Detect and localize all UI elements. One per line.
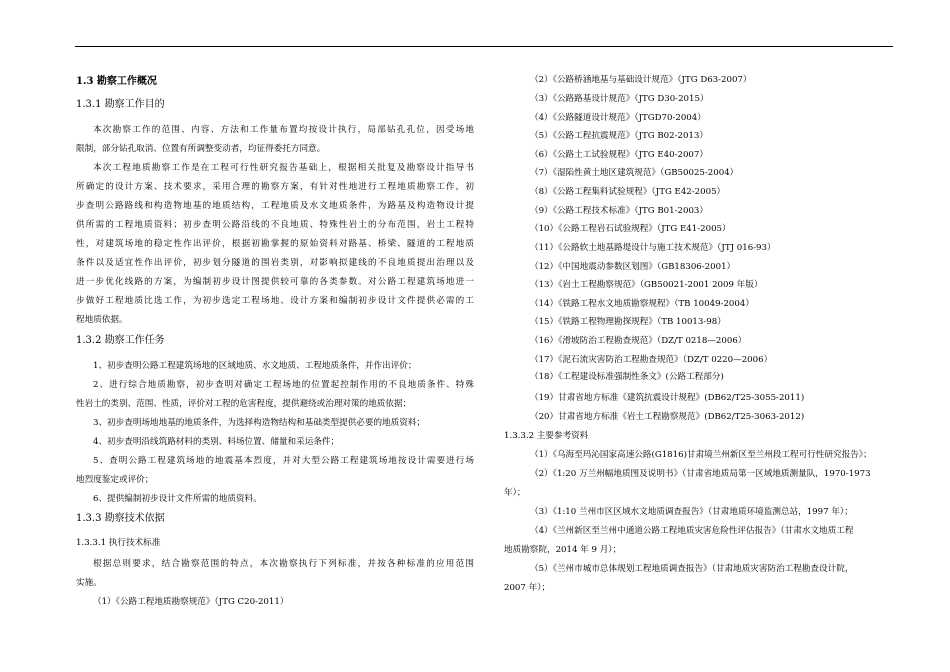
task-item: 3、初步查明场地地基的地质条件，为选择构造物结构和基础类型提供必要的地质资料； — [93, 418, 426, 428]
paragraph-line: 进一步优化线路的方案，为编制初步设计图提供较可靠的各类参数。对公路工程建筑场地进一 — [76, 277, 474, 287]
header-rule — [75, 46, 893, 47]
reference-item: （3）《1:10 兰州市区区域水文地质调查报告》（甘肃地质环境监测总站，1997 年）； — [530, 507, 853, 517]
paragraph-line: 步查明公路路线和构造物地基的地质结构，工程地质及水文地质条件，为路基及构造物设计提 — [76, 201, 474, 211]
paragraph-line: 条件以及适宜性作出评价，初步划分隧道的围岩类别，对影响拟建线的不良地质提出治理以及 — [76, 258, 474, 268]
standard-item: （6）《公路土工试验规程》（JTG E40-2007） — [530, 150, 708, 160]
standard-item: （13）《岩土工程勘察规范》（GB50021-2001 2009 年版） — [530, 280, 763, 290]
reference-item: 2007 年）； — [504, 583, 551, 593]
standard-item: （1）《公路工程地质勘察规范》（JTG C20-2011） — [93, 597, 289, 607]
standard-item: （14）《铁路工程水文地质勘察规程》（TB 10049-2004） — [530, 299, 754, 309]
paragraph-line: 本次勘察工作的范围、内容、方法和工作量布置均按设计执行，局部钻孔孔位，因受场地 — [93, 125, 474, 135]
task-item: 5、查明公路工程建筑场地的地震基本烈度，并对大型公路工程建筑场地按设计需要进行场 — [93, 456, 474, 466]
section-heading-1-3: 1.3 勘察工作概况 — [76, 76, 157, 87]
reference-item: （5）《兰州市城市总体规划工程地质调查报告》（甘肃地质灾害防治工程勘查设计院， — [530, 564, 854, 574]
standard-item: （17）《泥石流灾害防治工程勘查规范》（DZ/T 0220—2006） — [530, 355, 773, 365]
reference-item: （1）《乌海至玛沁国家高速公路(G1816)甘肃境兰州新区至兰州段工程可行性研究报告》； — [530, 450, 872, 460]
task-item: 地烈度鉴定或评价； — [76, 475, 154, 485]
standard-item: （16）《滑坡防治工程勘查规范》（DZ/T 0218—2006） — [530, 336, 747, 346]
paragraph-line: 实施。 — [76, 578, 102, 588]
task-item: 4、初步查明沿线筑路材料的类别、料场位置、储量和采运条件； — [93, 437, 340, 447]
paragraph-line: 步做好工程地质比选工作，为初步选定工程场地、设计方案和编制初步设计文件提供必需的工 — [76, 296, 474, 306]
paragraph-line: 本次工程地质勘察工作是在工程可行性研究报告基础上，根据相关批复及勘察设计指导书 — [93, 163, 474, 173]
paragraph-line: 程地质依据。 — [76, 315, 128, 325]
standard-item: （7）《湿陷性黄土地区建筑规范》（GB50025-2004） — [530, 168, 739, 178]
paragraph-line: 限制，部分钻孔取消、位置有所调整变动者，均征得委托方同意。 — [76, 144, 326, 154]
section-heading-1-3-3: 1.3.3 勘察技术依据 — [76, 513, 165, 524]
standard-item: （20）甘肃省地方标准《岩土工程勘察规范》(DB62/T25-3063-2012) — [530, 412, 805, 422]
section-heading-1-3-3-2: 1.3.3.2 主要参考资料 — [504, 431, 589, 441]
task-item: 6、提供编制初步设计文件所需的地质资料。 — [93, 494, 262, 504]
paragraph-line: 根据总则要求，结合勘察范围的特点，本次勘察执行下列标准，并按各种标准的应用范围 — [93, 559, 474, 569]
reference-item: （2）《1:20 万兰州幅地质图及说明书》（甘肃省地质局第一区域地质测量队，1970-1973 — [530, 469, 871, 479]
standard-item: （15）《铁路工程物理勘探规程》（TB 10013-98） — [530, 317, 726, 327]
standard-item: （2）《公路桥涵地基与基础设计规范》（JTG D63-2007） — [530, 75, 752, 85]
standard-item: （10）《公路工程岩石试验规程》（JTG E41-2005） — [530, 224, 731, 234]
task-item: 2、进行综合地质勘察，初步查明对确定工程场地的位置起控制作用的不良地质条件、特殊 — [93, 380, 474, 390]
paragraph-line: 所确定的设计方案、技术要求，采用合理的勘察方案，有针对性地进行工程地质勘察工作，初 — [76, 182, 474, 192]
reference-item: （4）《兰州新区至兰州中通道公路工程地质灾害危险性评估报告》（甘肃水文地质工程 — [530, 526, 854, 536]
task-item: 性岩土的类别、范围、性质，评价对工程的危害程度，提供避绕或治理对策的地质依据； — [76, 399, 412, 409]
standard-item: （18）《工程建设标准强制性条文》(公路工程部分) — [530, 372, 724, 382]
standard-item: （11）《公路软土地基路堤设计与施工技术规范》（JTJ 016-93） — [530, 243, 776, 253]
reference-item: 地质勘察院，2014 年 9 月）； — [504, 545, 622, 555]
paragraph-line: 性，对建筑场地的稳定性作出评价，根据初勘掌握的原始资料对路基、桥梁、隧道的工程地质 — [76, 239, 474, 249]
standard-item: （5）《公路工程抗震规范》（JTG B02-2013） — [530, 131, 708, 141]
standard-item: （8）《公路工程集料试验规程》（JTG E42-2005） — [530, 187, 726, 197]
paragraph-line: 供所需的工程地质资料；初步查明公路沿线的不良地质、特殊性岩土的分布范围，岩土工程特 — [76, 220, 474, 230]
section-heading-1-3-1: 1.3.1 勘察工作目的 — [76, 99, 165, 110]
standard-item: （9）《公路工程技术标准》（JTG B01-2003） — [530, 206, 708, 216]
section-heading-1-3-3-1: 1.3.3.1 执行技术标准 — [76, 538, 161, 548]
standard-item: （3）《公路路基设计规范》（JTG D30-2015） — [530, 94, 709, 104]
section-heading-1-3-2: 1.3.2 勘察工作任务 — [76, 335, 165, 346]
task-item: 1、初步查明公路工程建筑场地的区域地质、水文地质、工程地质条件，并作出评价； — [93, 361, 417, 371]
reference-item: 年）； — [504, 488, 526, 498]
standard-item: （12）《中国地震动参数区划图》（GB18306-2001） — [530, 262, 736, 272]
standard-item: （4）《公路隧道设计规范》（JTGD70-2004） — [530, 113, 706, 123]
standard-item: （19）甘肃省地方标准《建筑抗震设计规程》(DB62/T25-3055-2011) — [530, 393, 805, 403]
